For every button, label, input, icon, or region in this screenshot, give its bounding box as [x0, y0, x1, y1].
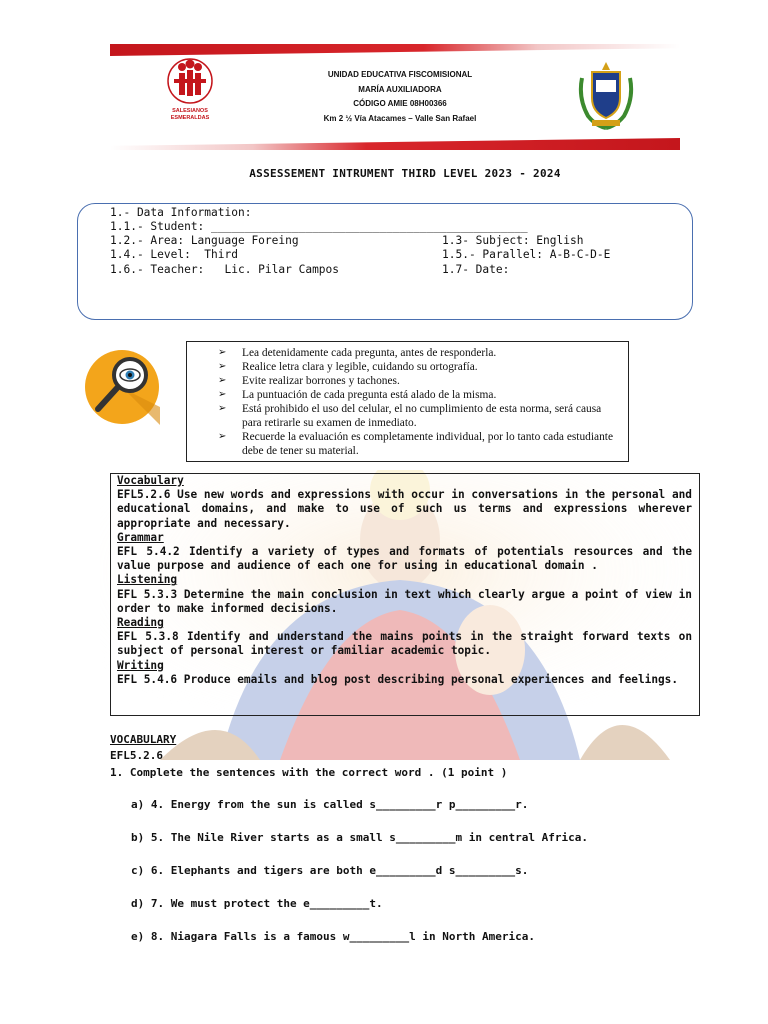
objective-heading-listening: Listening [117, 573, 178, 587]
level-field: 1.4.- Level: Third [110, 248, 238, 261]
school-code: CÓDIGO AMIE 08H00366 [353, 99, 447, 108]
objective-text-writing: EFL 5.4.6 Produce emails and blog post describing personal experiences and feelings. [117, 672, 679, 686]
instruction-item: ➢ La puntuación de cada pregunta está alado de la misma. [218, 389, 497, 401]
area-field: 1.2.- Area: Language Foreing [110, 234, 299, 247]
header-bottom-stripe [110, 138, 680, 150]
arrow-bullet-icon: ➢ [218, 389, 227, 400]
arrow-bullet-icon: ➢ [218, 403, 227, 414]
objective-heading-vocabulary: Vocabulary [117, 474, 184, 487]
school-address: Km 2 ½ Vía Atacames – Valle San Rafael [323, 113, 477, 123]
arrow-bullet-icon: ➢ [218, 347, 227, 358]
data-info-heading: 1.- Data Information: [110, 206, 252, 219]
objective-text-grammar: EFL 5.4.2 Identify a variety of types and formats of potentials resources and the value purpose and audience of each one for using in educational domain . [117, 545, 692, 573]
school-subname: MARÍA AUXILIADORA [358, 84, 442, 94]
question-item-e[interactable]: e) 8. Niagara Falls is a famous w_________l in North America. [131, 930, 535, 943]
document-title: ASSESSEMENT INTRUMENT THIRD LEVEL 2023 - 2024 [249, 167, 561, 180]
objective-text-listening: EFL 5.3.3 Determine the main conclusion in text which clearly argue a point of view in order to make informed decisions. [117, 587, 692, 615]
question-item-a[interactable]: a) 4. Energy from the sun is called s_________r p_________r. [131, 798, 529, 811]
arrow-bullet-icon: ➢ [218, 361, 227, 372]
exercise-instruction: 1. Complete the sentences with the correct word . (1 point ) [110, 766, 508, 779]
objective-text-vocabulary: EFL5.2.6 Use new words and expressions with occur in conversations in the personal and educational domains, and make to use of such us terms and expressions wherever appropriate and necessary. [117, 488, 692, 530]
vocabulary-heading: VOCABULARY [110, 733, 177, 746]
objective-heading-reading: Reading [117, 616, 164, 630]
instruction-item: ➢ Realice letra clara y legible, cuidando su ortografía. [218, 361, 478, 373]
instruction-item: ➢ Recuerde la evaluación es completamente individual, por lo tanto cada estudiante debe de tener su material. [218, 431, 614, 457]
arrow-bullet-icon: ➢ [218, 431, 227, 442]
school-crest-right [574, 58, 638, 132]
student-field[interactable]: 1.1.- Student: _______________________________________________ [110, 220, 528, 233]
learning-objectives [117, 474, 692, 687]
vocabulary-code: EFL5.2.6 [110, 749, 163, 762]
question-item-d[interactable]: d) 7. We must protect the e_________t. [131, 897, 383, 910]
instructions-list [218, 346, 623, 458]
school-header-text [300, 68, 500, 126]
date-field[interactable]: 1.7- Date: [442, 263, 510, 276]
subject-field: 1.3- Subject: English [442, 234, 584, 247]
objective-heading-writing: Writing [117, 658, 164, 672]
logo-left-caption: SALESIANOS ESMERALDAS [170, 108, 210, 121]
objective-heading-grammar: Grammar [117, 530, 164, 544]
parallel-field: 1.5.- Parallel: A-B-C-D-E [442, 248, 611, 261]
objective-text-reading: EFL 5.3.8 Identify and understand the mains points in the straight forward texts on subject of personal interest or familiar academic topic. [117, 630, 692, 658]
arrow-bullet-icon: ➢ [218, 375, 227, 386]
teacher-field: 1.6.- Teacher: Lic. Pilar Campos [110, 263, 340, 276]
school-name: UNIDAD EDUCATIVA FISCOMISIONAL [327, 70, 473, 79]
instruction-item: ➢ Está prohibido el uso del celular, el no cumplimiento de esta norma, será causa para retirarle su examen de inmediato. [218, 403, 602, 429]
question-item-b[interactable]: b) 5. The Nile River starts as a small s_________m in central Africa. [131, 831, 588, 844]
instruction-item: ➢ Lea detenidamente cada pregunta, antes de responderla. [218, 347, 497, 359]
magnifier-eye-icon [84, 349, 160, 425]
instruction-item: ➢ Evite realizar borrones y tachones. [218, 375, 400, 387]
question-item-c[interactable]: c) 6. Elephants and tigers are both e_________d s_________s. [131, 864, 529, 877]
